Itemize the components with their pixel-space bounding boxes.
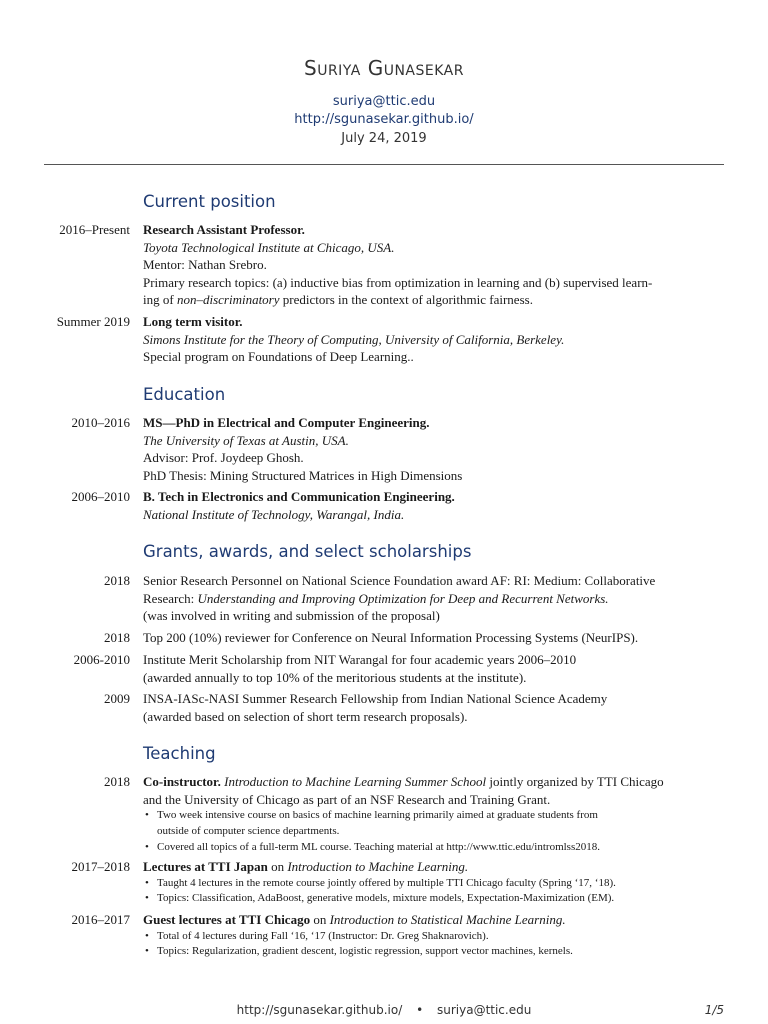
entry-role: Research Assistant Professor. <box>143 222 305 237</box>
entry-date: 2006-2010 <box>73 652 130 667</box>
entry-line: INSA-IASc-NASI Summer Research Fellowship from Indian National Science Academy <box>143 691 608 706</box>
entry-line: (awarded annually to top 10% of the meritorious students at the institute). <box>143 669 527 685</box>
entry-date: 2006–2010 <box>71 489 130 504</box>
entry-line: Co-instructor. Introduction to Machine Learning Summer School jointly organized by TTI Chicago <box>143 774 664 789</box>
cv-date: July 24, 2019 <box>341 131 427 146</box>
footer-email-link[interactable]: suriya@ttic.edu <box>436 1003 532 1017</box>
entry-line: (awarded based on selection of short term research proposals). <box>143 708 468 724</box>
entry-org: The University of Texas at Austin, USA. <box>143 432 349 448</box>
entry-line: (was involved in writing and submission of the proposal) <box>143 608 440 624</box>
entry-date: 2009 <box>104 691 130 706</box>
section-title-education: Education <box>143 385 226 404</box>
entry-date: Summer 2019 <box>56 314 130 329</box>
entry-date: 2016–2017 <box>71 912 130 927</box>
entry-date: 2018 <box>104 573 130 588</box>
entry-line: Lectures at TTI Japan on Introduction to Machine Learning. <box>143 859 469 874</box>
entry-line: Research: Understanding and Improving Optimization for Deep and Recurrent Networks. <box>143 590 609 606</box>
email-link[interactable]: suriya@ttic.edu <box>332 94 436 109</box>
entry-line: Top 200 (10%) reviewer for Conference on Neural Information Processing Systems (NeurIPS). <box>143 630 639 645</box>
bullet-item: • Taught 4 lectures in the remote course jointly offered by multiple TTI Chicago faculty (Spring ‘17, ‘18). <box>157 876 688 892</box>
entry-line: Institute Merit Scholarship from NIT Warangal for four academic years 2006–2010 <box>143 652 577 667</box>
entry-org: Simons Institute for the Theory of Computing, University of California, Berkeley. <box>143 331 565 347</box>
entry-org: National Institute of Technology, Warangal, India. <box>143 506 405 522</box>
entry-date: 2016–Present <box>59 222 130 237</box>
entry-line: Senior Research Personnel on National Science Foundation award AF: RI: Medium: Collaborative <box>143 573 656 588</box>
footer-bullet: • <box>416 1003 424 1017</box>
entry-org: Toyota Technological Institute at Chicago, USA. <box>143 239 395 255</box>
entry-degree: MS—PhD in Electrical and Computer Engineering. <box>143 415 430 430</box>
teaching-bullets <box>143 876 688 908</box>
section-title-teaching: Teaching <box>143 744 216 763</box>
bullet-item: • Topics: Regularization, gradient descent, logistic regression, support vector machines, kernels. <box>157 944 688 960</box>
page-footer <box>0 1003 768 1017</box>
website-link[interactable]: http://sgunasekar.github.io/ <box>294 112 474 127</box>
page-number: 1/5 <box>704 1003 724 1017</box>
entry-date: 2018 <box>104 630 130 645</box>
entry-degree: B. Tech in Electronics and Communication Engineering. <box>143 489 455 504</box>
bullet-item: • Total of 4 lectures during Fall ‘16, ‘17 (Instructor: Dr. Greg Shaknarovich). <box>157 929 688 945</box>
bullet-item: • Topics: Classification, AdaBoost, generative models, mixture models, Expectation-Maximization (EM). <box>157 891 688 907</box>
entry-thesis: PhD Thesis: Mining Structured Matrices in High Dimensions <box>143 467 463 483</box>
entry-advisor: Advisor: Prof. Joydeep Ghosh. <box>143 450 304 466</box>
entry-line: Guest lectures at TTI Chicago on Introduction to Statistical Machine Learning. <box>143 912 566 927</box>
bullet-item: • Covered all topics of a full-term ML course. Teaching material at http://www.ttic.edu/intromlss2018. <box>157 840 688 856</box>
entry-desc: Special program on Foundations of Deep Learning.. <box>143 349 414 365</box>
entry-line: and the University of Chicago as part of an NSF Research and Training Grant. <box>143 791 551 807</box>
entry-role: Long term visitor. <box>143 314 243 329</box>
entry-topics-cont: ing of non–discriminatory predictors in the context of algorithmic fairness. <box>143 292 533 308</box>
section-title-grants: Grants, awards, and select scholarships <box>143 542 472 561</box>
teaching-bullets <box>143 929 688 961</box>
footer-website-link[interactable]: http://sgunasekar.github.io/ <box>236 1003 403 1017</box>
section-title-current-position: Current position <box>143 192 276 211</box>
entry-date: 2010–2016 <box>71 415 130 430</box>
last-name: Gunasekar <box>367 56 464 80</box>
teaching-bullets <box>143 808 688 855</box>
entry-mentor: Mentor: Nathan Srebro. <box>143 257 267 273</box>
entry-date: 2017–2018 <box>71 859 130 874</box>
entry-date: 2018 <box>104 774 130 789</box>
header-divider <box>44 164 724 165</box>
bullet-item: • Two week intensive course on basics of machine learning primarily aimed at graduate students from outside of computer science departments. <box>157 808 688 840</box>
entry-topics: Primary research topics: (a) inductive bias from optimization in learning and (b) supervised learn- <box>143 274 653 290</box>
first-name: Suriya <box>304 56 361 80</box>
cv-name <box>0 56 768 80</box>
